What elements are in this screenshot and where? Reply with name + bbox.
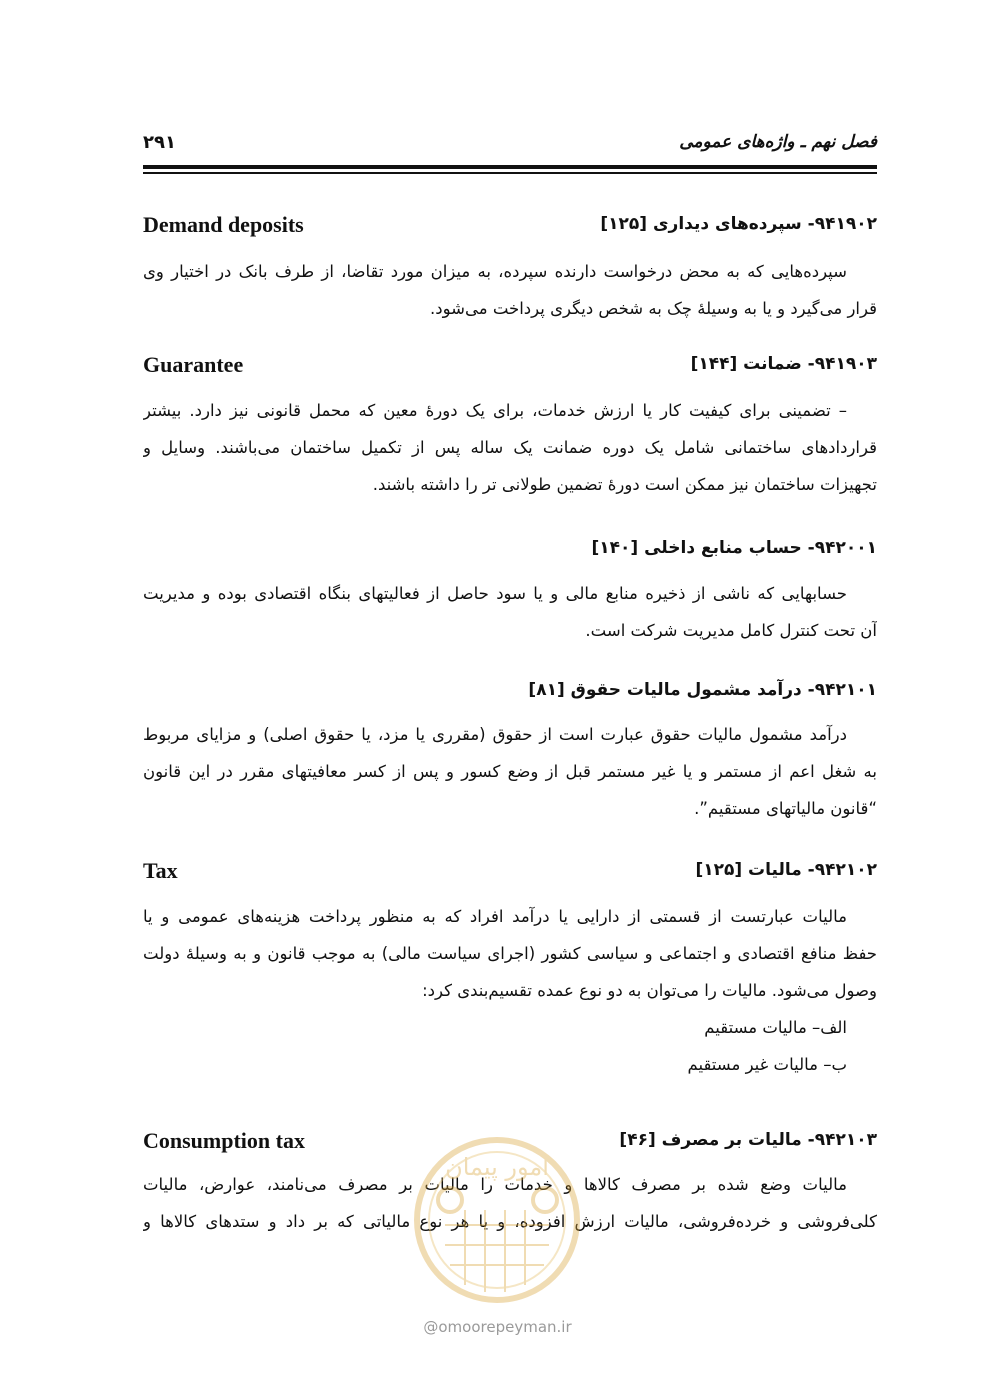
body-line: به شغل اعم از مستمر و یا غیر مستمر قبل از وضع کسور و پس از کسر معافیتهای مقرر در این قانون [143, 762, 877, 781]
body-line: کلی‌فروشی و خرده‌فروشی، مالیات ارزش افزوده، و یا هر نوع مالیاتی که بر داد و ستدهای کالاها و [143, 1212, 877, 1231]
chapter-title: فصل نهم ـ واژه‌های عمومی [679, 132, 877, 152]
body-line: سپرده‌هایی که به محض درخواست دارنده سپرده، به میزان مورد تقاضا، از طرف بانک در اختیار وی [143, 262, 847, 281]
watermark-logo [405, 1120, 590, 1320]
body-line: درآمد مشمول مالیات حقوق عبارت است از حقوق (مقرری یا مزد، یا حقوق اصلی) و مزایای مربوط [143, 725, 847, 744]
entry-title-fa: ۹۴۲۱۰۱- درآمد مشمول مالیات حقوق [۸۱] [528, 680, 877, 700]
entry-body [143, 253, 877, 327]
entry-title-fa: ۹۴۲۱۰۳- مالیات بر مصرف [۴۶] [619, 1130, 877, 1150]
entry-title-fa: ۹۴۱۹۰۳- ضمانت [۱۴۴] [690, 354, 877, 374]
running-header [143, 128, 877, 162]
entry-heading [143, 680, 877, 710]
body-line: آن تحت کنترل کامل مدیریت شرکت است. [585, 621, 877, 640]
body-line: – تضمینی برای کیفیت کار یا ارزش خدمات، برای یک دورهٔ معین که محمل قانونی نیز دارد. بیشتر [143, 401, 847, 420]
body-line: تجهیزات ساختمان نیز ممکن است دورهٔ تضمین طولانی تر را داشته باشند. [372, 475, 877, 494]
entry-body [143, 575, 877, 649]
watermark-logo-text: امور پیمان [445, 1153, 549, 1181]
entry-body [143, 898, 877, 1083]
list-item: الف– مالیات مستقیم [704, 1018, 847, 1037]
body-line: حسابهایی که ناشی از ذخیره منابع مالی و یا سود حاصل از فعالیتهای بنگاه اقتصادی بوده و مدیریت [143, 584, 847, 603]
body-line: وصول می‌شود. مالیات را می‌توان به دو نوع عمده تقسیم‌بندی کرد: [422, 981, 877, 1000]
body-line: “قانون مالیاتهای مستقیم”. [694, 799, 877, 818]
entry-title-en: Demand deposits [143, 212, 304, 237]
header-rule-thin [143, 172, 877, 174]
entry-body [143, 392, 877, 503]
entry-body [143, 716, 877, 827]
entry-title-en: Tax [143, 858, 178, 883]
body-line: مالیات وضع شده بر مصرف کالاها و خدمات را مالیات بر مصرف می‌نامند، عوارض، مالیات [143, 1175, 847, 1194]
entry-title-fa: ۹۴۲۰۰۱- حساب منابع داخلی [۱۴۰] [591, 538, 877, 558]
entry-title-en: Consumption tax [143, 1128, 305, 1153]
entry-heading [143, 354, 877, 384]
body-line: مالیات عبارتست از قسمتی از دارایی یا درآمد افراد که به منظور پرداخت هزینه‌های عمومی و یا [143, 907, 847, 926]
body-line: قرار می‌گیرد و یا به وسیلهٔ چک به شخص دیگری پرداخت می‌شود. [430, 299, 877, 318]
entry-heading [143, 538, 877, 568]
list-item: ب– مالیات غیر مستقیم [687, 1055, 847, 1074]
body-line: حفظ منافع اقتصادی و اجتماعی و سیاسی کشور (اجرای سیاست مالی) به موجب قانون و به وسیلهٔ دولت [143, 944, 877, 963]
entry-heading [143, 214, 877, 244]
entry-heading [143, 860, 877, 890]
page-number: ۲۹۱ [143, 132, 176, 153]
watermark-site: @omoorepeyman.ir [423, 1318, 572, 1336]
body-line: قراردادهای ساختمانی شامل یک دوره ضمانت یک ساله پس از تکمیل ساختمان می‌باشند. وسایل و [143, 438, 877, 457]
entry-title-en: Guarantee [143, 352, 244, 377]
entry-title-fa: ۹۴۱۹۰۲- سپرده‌های دیداری [۱۲۵] [600, 214, 877, 234]
header-rule-thick [143, 165, 877, 169]
entry-title-fa: ۹۴۲۱۰۲- مالیات [۱۲۵] [695, 860, 877, 880]
